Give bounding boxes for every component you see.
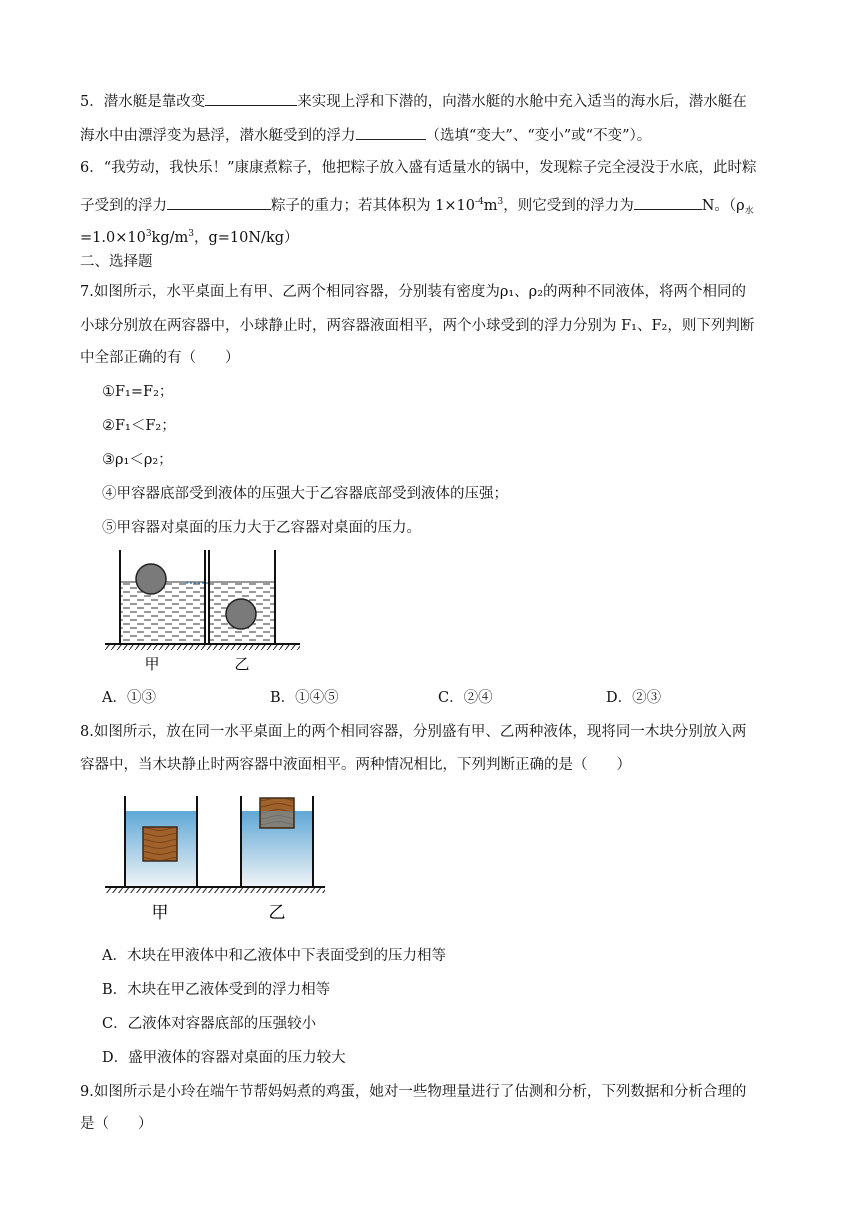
- q8-line-2: 容器中，当木块静止时两容器中液面相平。两种情况相比，下列判断正确的是（ ）: [80, 757, 631, 773]
- q7-label-jia: 甲: [144, 655, 160, 673]
- q7-option-b[interactable]: B．①④⑤: [270, 690, 339, 706]
- q8-line-1: 8.如图所示，放在同一水平桌面上的两个相同容器，分别盛有甲、乙两种液体，现将同一木块分别放入两: [80, 724, 747, 740]
- q7-item-3: ③ρ₁＜ρ₂；: [102, 452, 173, 468]
- q5-text-c: 海水中由漂浮变为悬浮，潜水艇受到的浮力: [80, 128, 356, 144]
- q6-line-2: [80, 192, 754, 222]
- q7-figure: [100, 545, 310, 675]
- q5-text-a: 5．潜水艇是靠改变: [80, 94, 206, 110]
- q5-line-1: [80, 90, 747, 112]
- q7-item-1: ①F₁=F₂；: [102, 384, 174, 400]
- q5-text-d: （选填“变大”、“变小”或“不变”）。: [425, 128, 652, 144]
- q8-figure: [100, 790, 330, 925]
- q6-unit-m: m: [483, 197, 498, 214]
- q6-exp-1: -4: [474, 197, 484, 207]
- q7-line-2: 小球分别放在两容器中，小球静止时，两容器液面相平，两个小球受到的浮力分别为 F₁、F₂，则下列判断: [80, 318, 755, 334]
- q6-text-b: 粽子的重力；若其体积为 1×10: [271, 197, 475, 214]
- q7-item-4: ④甲容器底部受到液体的压强大于乙容器底部受到液体的压强；: [102, 486, 508, 502]
- q8-option-d[interactable]: D．盛甲液体的容器对桌面的压力较大: [102, 1050, 346, 1066]
- q5-line-2: [80, 124, 651, 146]
- q7-liquid-jia: [121, 582, 204, 644]
- q7-line-3: 中全部正确的有（ ）: [80, 350, 240, 366]
- q8-option-c[interactable]: C．乙液体对容器底部的压强较小: [102, 1016, 317, 1032]
- q6-text-a: 子受到的浮力: [80, 197, 167, 214]
- q6-text-g: kg/m: [151, 229, 189, 246]
- q9-line-2: 是（ ）: [80, 1116, 153, 1132]
- q7-item-2: ②F₁＜F₂；: [102, 418, 176, 434]
- q8-label-jia: 甲: [151, 903, 169, 923]
- q5-text-b: 来实现上浮和下潜的，向潜水艇的水舱中充入适当的海水后，潜水艇在: [297, 94, 747, 110]
- q6-text-f: =1.0×10: [80, 229, 146, 246]
- q6-text-d: ，则它受到的浮力为: [503, 197, 634, 214]
- q7-option-d[interactable]: D．②③: [606, 690, 662, 706]
- q6-exp-2: 3: [497, 197, 504, 207]
- q5-answer-blank-1[interactable]: [205, 90, 297, 106]
- section-heading-choice: 二、选择题: [80, 254, 153, 270]
- q6-text-h: ，g=10N/kg）: [193, 229, 299, 246]
- q7-option-c[interactable]: C．②④: [438, 690, 493, 706]
- q8-label-yi: 乙: [268, 903, 286, 923]
- q7-ball-jia: [136, 564, 166, 594]
- q7-option-a[interactable]: A．①③: [102, 690, 156, 706]
- q6-sub-water: 水: [744, 206, 754, 217]
- q6-answer-blank-1[interactable]: [167, 194, 271, 210]
- q6-answer-blank-2[interactable]: [634, 194, 702, 210]
- q6-line-1: 6．“我劳动，我快乐！”康康煮粽子，他把粽子放入盛有适量水的锅中，发现粽子完全浸没于水底，此时粽: [80, 160, 757, 176]
- q6-text-e: N。（ρ: [701, 197, 745, 214]
- q7-line-1: 7.如图所示，水平桌面上有甲、乙两个相同容器，分别装有密度为ρ₁、ρ₂的两种不同液体，将两个相同的: [80, 284, 747, 300]
- q6-line-3: [80, 224, 299, 248]
- q7-label-yi: 乙: [234, 655, 250, 673]
- q6-exp-4: 3: [188, 229, 194, 239]
- q7-ball-yi: [226, 599, 256, 629]
- q9-line-1: 9.如图所示是小玲在端午节帮妈妈煮的鸡蛋，她对一些物理量进行了估测和分析，下列数据和分析合理的: [80, 1084, 747, 1100]
- q8-option-b[interactable]: B．木块在甲乙液体受到的浮力相等: [102, 982, 331, 998]
- q8-option-a[interactable]: A．木块在甲液体中和乙液体中下表面受到的压力相等: [102, 948, 446, 964]
- q6-exp-3: 3: [145, 229, 152, 239]
- q5-answer-blank-2[interactable]: [356, 124, 426, 140]
- q7-item-5: ⑤甲容器对桌面的压力大于乙容器对桌面的压力。: [102, 520, 421, 536]
